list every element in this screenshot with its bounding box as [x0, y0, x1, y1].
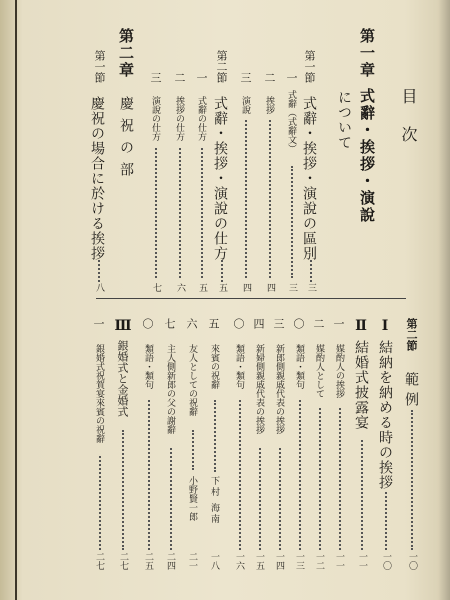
chapter2-label: 第二章 — [117, 28, 135, 79]
item10-page: 二五 — [143, 552, 153, 570]
groupIII-text: 銀婚式と金婚式 — [116, 340, 129, 417]
sec2-item2-page: 六 — [175, 283, 185, 292]
item8-author: 小野賢一郎 — [187, 476, 197, 521]
item3-num: 〇 — [292, 318, 305, 329]
part2-sec-label: 第二節 — [405, 318, 418, 351]
item5-text: 新婦側親戚代表の挨拶 — [254, 344, 264, 434]
item8-num: 六 — [185, 318, 198, 329]
groupI-text: 結納を納める時の挨拶 — [377, 340, 393, 490]
sec1-title: 式辭・挨拶・演說の區別 — [301, 96, 317, 261]
item2-text: 媒酌人として — [314, 344, 324, 398]
item5-page: 一五 — [254, 552, 264, 570]
item6-num: 〇 — [232, 318, 245, 329]
sec2-item3-text: 演說の仕方 — [150, 96, 160, 141]
sec2-label: 第二節 — [215, 50, 228, 83]
part2-sec-title: 範例 — [403, 372, 419, 412]
sec1-item1-page: 三 — [287, 283, 297, 292]
page-edge-shadow — [438, 0, 450, 600]
sec2-item1-num: 一 — [195, 72, 208, 83]
sec2-page: 五 — [217, 283, 227, 292]
item7-text: 來賓の祝辭 — [209, 344, 219, 389]
item3-page: 一三 — [294, 552, 304, 570]
chapter1-title-cont: について — [336, 90, 352, 150]
sec1-item1-num: 一 — [285, 72, 298, 83]
sec1-label: 第一節 — [303, 50, 316, 83]
sec3-title: 慶祝の場合に於ける挨拶 — [89, 96, 105, 261]
item11-text: 銀婚式祝賀宴來賓の祝辭 — [94, 344, 104, 443]
item4-page: 一四 — [274, 552, 284, 570]
item5-num: 四 — [252, 318, 265, 329]
item2-page: 一二 — [314, 552, 324, 570]
sec2-item1-text: 式辭の仕方 — [196, 96, 206, 141]
item3-text: 類語・類句 — [294, 344, 304, 389]
item7-num: 五 — [207, 318, 220, 329]
sec1-page: 三 — [306, 283, 316, 292]
groupIII-page: 二七 — [118, 552, 128, 570]
item9-num: 七 — [163, 318, 176, 329]
item6-text: 類語・類句 — [234, 344, 244, 389]
sec2-item2-num: 二 — [173, 72, 186, 83]
chapter1-title: 式辭・挨拶・演說 — [358, 88, 376, 224]
item1-page: 一一 — [334, 552, 344, 570]
sec1-item2-num: 二 — [263, 72, 276, 83]
item7-author: 下村 海南 — [209, 476, 219, 525]
chapter1-label: 第一章 — [358, 28, 376, 79]
item7-page: 一八 — [209, 552, 219, 570]
sec1-item1-text: 式辭（式辭文） — [286, 90, 296, 153]
item4-num: 三 — [272, 318, 285, 329]
part2-sec-page: 一〇 — [407, 552, 417, 570]
groupI-num: Ⅰ — [377, 318, 393, 335]
groupII-text: 結婚式披露宴 — [353, 340, 369, 430]
sec3-label: 第一節 — [93, 50, 106, 83]
sec2-title: 式辭・挨拶・演說の仕方 — [212, 96, 228, 261]
item9-page: 二四 — [165, 552, 175, 570]
sec1-item2-page: 四 — [265, 283, 275, 292]
groupIII-num: Ⅲ — [115, 318, 131, 335]
item2-num: 二 — [312, 318, 325, 329]
sec3-page: 八 — [94, 283, 104, 292]
item8-page: 二一 — [187, 552, 197, 570]
sec1-item3-page: 四 — [241, 283, 251, 292]
part-divider — [96, 298, 406, 299]
groupI-page: 一〇 — [381, 552, 391, 570]
item8-text: 友人としての祝辭 — [187, 344, 197, 416]
item10-text: 類語・類句 — [143, 344, 153, 389]
item9-text: 主人側新郎の父の謝辭 — [165, 344, 175, 434]
item1-num: 一 — [332, 318, 345, 329]
item6-page: 一六 — [234, 552, 244, 570]
chapter2-title: 慶祝の部 — [118, 96, 134, 184]
groupII-num: Ⅱ — [353, 318, 369, 335]
item11-num: 一 — [92, 318, 105, 329]
sec2-item2-text: 挨拶の仕方 — [174, 96, 184, 141]
toc-title: 目次 — [399, 88, 418, 164]
item11-page: 二七 — [94, 552, 104, 570]
groupII-page: 一一 — [357, 552, 367, 570]
item10-num: 〇 — [141, 318, 154, 329]
sec2-item3-page: 七 — [151, 283, 161, 292]
sec2-item1-page: 五 — [197, 283, 207, 292]
left-border-rule — [15, 0, 17, 600]
sec1-item2-text: 挨拶 — [264, 96, 274, 114]
sec2-item3-num: 三 — [149, 72, 162, 83]
sec1-item3-num: 三 — [239, 72, 252, 83]
sec1-item3-text: 演說 — [240, 96, 250, 114]
item1-text: 媒酌人の挨拶 — [334, 344, 344, 398]
item4-text: 新郎側親戚代表の挨拶 — [274, 344, 284, 434]
